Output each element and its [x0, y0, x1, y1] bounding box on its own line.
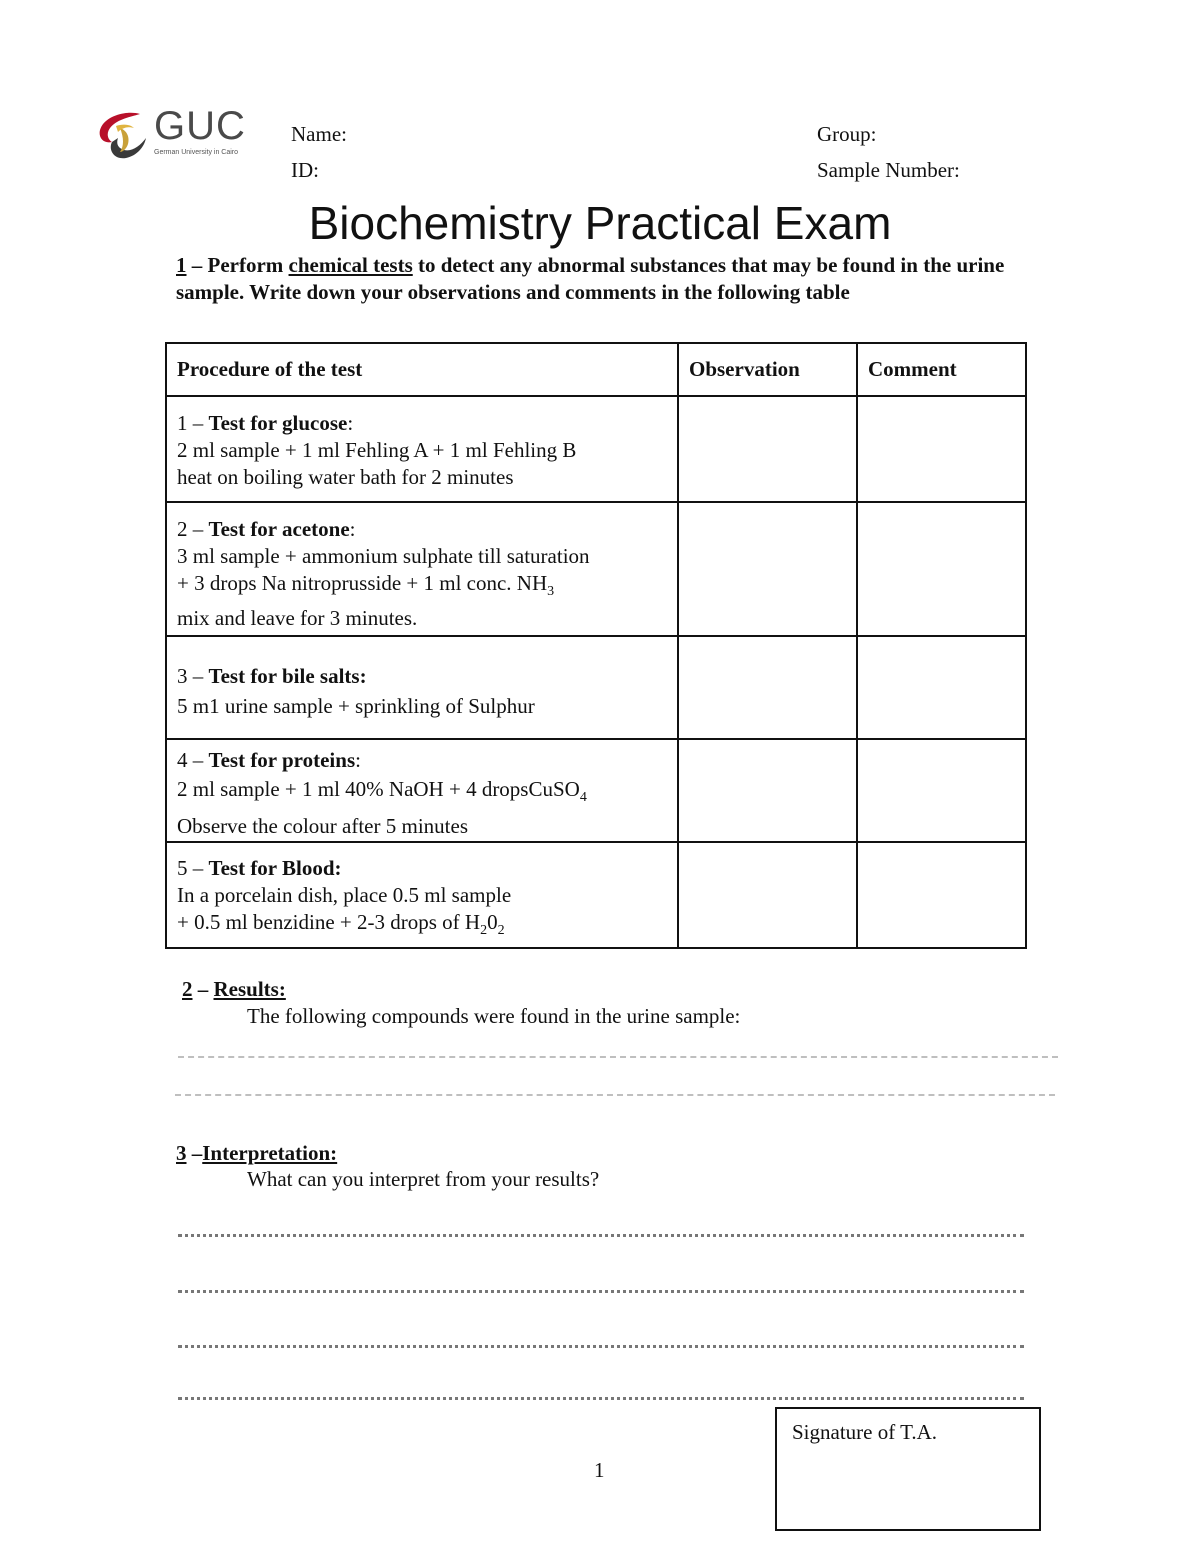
- logo-subtitle: German University in Cairo: [154, 149, 239, 156]
- interpretation-number: 3: [176, 1141, 187, 1165]
- table-row: [166, 396, 1026, 502]
- interpretation-dash: –: [186, 1141, 203, 1165]
- signature-box[interactable]: [775, 1407, 1041, 1531]
- id-label: ID:: [291, 158, 319, 182]
- formula-part: 0: [487, 910, 498, 935]
- test-title: Test for proteins: [208, 748, 356, 772]
- comment-cell[interactable]: [857, 739, 1026, 842]
- logo-wordmark: GUC: [154, 104, 246, 148]
- observation-cell[interactable]: [678, 842, 857, 948]
- comment-cell[interactable]: [857, 636, 1026, 739]
- results-heading: [182, 977, 286, 1002]
- interpretation-heading-text: Interpretation:: [202, 1141, 338, 1165]
- procedure-cell: [166, 842, 678, 948]
- test-number: 5 –: [177, 856, 209, 881]
- procedure-cell: [166, 396, 678, 502]
- subscript: 4: [579, 790, 587, 806]
- test-title: Test for glucose: [208, 411, 348, 435]
- observation-cell[interactable]: [678, 636, 857, 739]
- procedure-line: In a porcelain dish, place 0.5 ml sample: [177, 883, 512, 908]
- table-row: [166, 636, 1026, 739]
- question-1-instruction: [176, 252, 1026, 306]
- procedure-line: mix and leave for 3 minutes.: [177, 606, 418, 631]
- interpretation-answer-line[interactable]: [178, 1290, 1024, 1293]
- results-dash: –: [192, 977, 214, 1001]
- procedure-line: Observe the colour after 5 minutes: [177, 814, 468, 839]
- guc-emblem-icon: [96, 108, 154, 164]
- interpretation-prompt: What can you interpret from your results?: [247, 1167, 600, 1191]
- observation-cell[interactable]: [678, 739, 857, 842]
- question-1-text: to detect any abnormal substances that may be found in the urine sample. Write down your observations and comments in the following table: [176, 253, 1005, 304]
- question-1-underlined: chemical tests: [288, 253, 413, 277]
- observation-cell[interactable]: [678, 396, 857, 502]
- guc-logo: [96, 104, 246, 164]
- group-label: Group:: [817, 122, 877, 146]
- procedure-line: 2 ml sample + 1 ml Fehling A + 1 ml Fehling B: [177, 438, 577, 462]
- page-number: 1: [594, 1458, 605, 1482]
- procedure-cell: [166, 636, 678, 739]
- test-title: Test for Blood:: [208, 856, 342, 881]
- results-prompt: The following compounds were found in the urine sample:: [247, 1004, 741, 1028]
- test-title-colon: :: [355, 748, 361, 772]
- procedure-line: heat on boiling water bath for 2 minutes: [177, 465, 514, 489]
- interpretation-answer-line[interactable]: [178, 1345, 1024, 1348]
- interpretation-heading: [176, 1141, 337, 1166]
- procedure-line: + 3 drops Na nitroprusside + 1 ml conc. NH: [177, 571, 548, 595]
- comment-cell[interactable]: [857, 842, 1026, 948]
- header-comment: Comment: [868, 357, 957, 381]
- procedure-line: + 0.5 ml benzidine + 2-3 drops of H: [177, 910, 481, 935]
- subscript: 2: [497, 923, 505, 939]
- results-answer-line[interactable]: [178, 1056, 1058, 1058]
- sample-number-label: Sample Number:: [817, 158, 960, 182]
- table-row: [166, 842, 1026, 948]
- procedure-line: 3 ml sample + ammonium sulphate till saturation: [177, 544, 590, 568]
- interpretation-answer-line[interactable]: [178, 1234, 1024, 1237]
- test-number: 3 –: [177, 664, 209, 688]
- comment-cell[interactable]: [857, 396, 1026, 502]
- comment-cell[interactable]: [857, 502, 1026, 636]
- question-1-dash: – Perform: [186, 253, 289, 277]
- table-row: [166, 739, 1026, 842]
- tests-table: [165, 342, 1027, 949]
- results-number: 2: [182, 977, 193, 1001]
- test-number: 2 –: [177, 517, 209, 541]
- name-label: Name:: [291, 122, 347, 146]
- procedure-cell: [166, 739, 678, 842]
- observation-cell[interactable]: [678, 502, 857, 636]
- interpretation-answer-line[interactable]: [178, 1397, 1024, 1400]
- header-observation: Observation: [689, 357, 800, 381]
- question-1-number: 1: [176, 253, 187, 277]
- test-title: Test for acetone: [208, 517, 350, 541]
- signature-label: Signature of T.A.: [792, 1420, 938, 1444]
- subscript: 3: [547, 584, 555, 600]
- test-number: 4 –: [177, 748, 209, 772]
- test-title: Test for bile salts:: [208, 664, 367, 688]
- table-row: [166, 502, 1026, 636]
- test-title-colon: :: [349, 517, 356, 541]
- procedure-line: 2 ml sample + 1 ml 40% NaOH + 4 dropsCuSO: [177, 777, 580, 801]
- test-title-colon: :: [347, 411, 354, 435]
- header-procedure: Procedure of the test: [177, 357, 363, 381]
- table-header-row: [166, 343, 1026, 396]
- test-number: 1 –: [177, 411, 209, 435]
- subscript: 2: [480, 923, 488, 939]
- procedure-cell: [166, 502, 678, 636]
- results-answer-line[interactable]: [175, 1094, 1055, 1096]
- results-heading-text: Results:: [213, 977, 286, 1001]
- procedure-line: 5 m1 urine sample + sprinkling of Sulphur: [177, 694, 535, 718]
- page-title: Biochemistry Practical Exam: [308, 197, 892, 249]
